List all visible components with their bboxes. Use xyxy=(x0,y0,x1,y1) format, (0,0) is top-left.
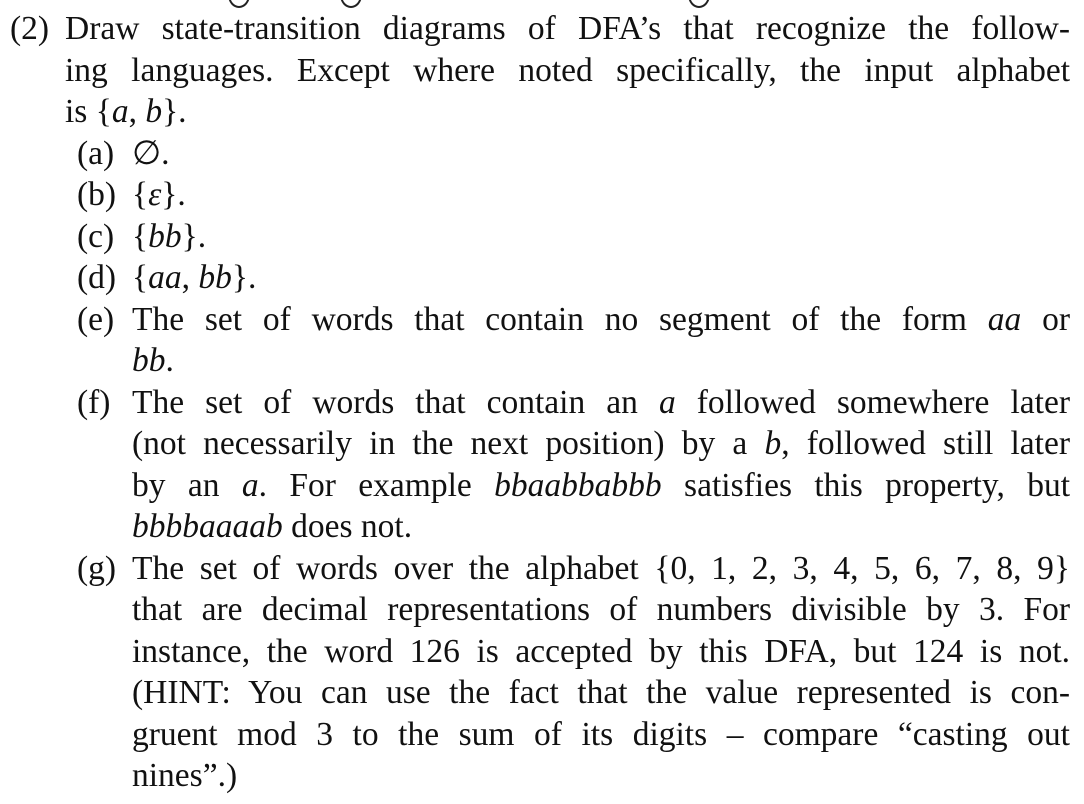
subproblem-text: The set of words over the alphabet {0, 1, 2, 3, 4, 5, 6, 7, 8, 9} xyxy=(132,549,1070,587)
subproblem-label: (b) xyxy=(77,176,117,213)
subproblem-text: {ε}. xyxy=(132,176,186,213)
subproblem-text: bb. xyxy=(132,342,174,379)
subproblem-list xyxy=(10,133,1070,797)
subproblem-text: instance, the word 126 is accepted by this DFA, but 124 is not. xyxy=(132,632,1070,670)
subproblem-text: The set of words that contain no segment of the form aa or xyxy=(132,300,1071,338)
subproblem-f xyxy=(10,382,1070,548)
subproblem-d xyxy=(10,257,1070,299)
subproblem-label: (g) xyxy=(77,549,117,587)
subproblem-label: (c) xyxy=(77,217,115,255)
subproblem-text: {aa, bb}. xyxy=(132,259,257,296)
subproblem-text: (HINT: You can use the fact that the value represented is con- xyxy=(132,674,1070,711)
subproblem-text: bbbbaaaab does not. xyxy=(132,508,413,545)
subproblem-label: (f) xyxy=(77,383,111,421)
problem-number: (2) xyxy=(10,10,50,47)
cropped-previous-line xyxy=(0,0,1084,8)
subproblem-text: (not necessarily in the next position) by a b, followed still later xyxy=(132,425,1071,462)
problem-2 xyxy=(10,8,1070,797)
subproblem-a xyxy=(10,133,1070,175)
subproblem-text: by an a. For example bbaabbabbb satisfies this property, but xyxy=(132,466,1071,504)
subproblem-text: that are decimal representations of numbers divisible by 3. For xyxy=(132,591,1070,628)
intro-line-3: is {a, b}. xyxy=(65,93,187,130)
subproblem-g xyxy=(10,548,1070,797)
problem-intro xyxy=(10,8,1070,133)
subproblem-text: {bb}. xyxy=(132,217,207,255)
subproblem-label: (d) xyxy=(77,259,117,296)
intro-line-2: ing languages. Except where noted specifically, the input alphabet xyxy=(65,51,1070,89)
subproblem-label: (e) xyxy=(77,300,115,338)
subproblem-e xyxy=(10,299,1070,382)
subproblem-text: The set of words that contain an a followed somewhere later xyxy=(132,383,1070,421)
subproblem-b xyxy=(10,174,1070,216)
intro-line-1: Draw state-transition diagrams of DFA’s that recognize the follow- xyxy=(65,10,1070,47)
subproblem-text: ∅. xyxy=(132,134,170,172)
subproblem-c xyxy=(10,216,1070,258)
subproblem-label: (a) xyxy=(77,134,115,172)
subproblem-text: nines”.) xyxy=(132,757,238,794)
subproblem-text: gruent mod 3 to the sum of its digits – compare “casting out xyxy=(132,715,1070,753)
